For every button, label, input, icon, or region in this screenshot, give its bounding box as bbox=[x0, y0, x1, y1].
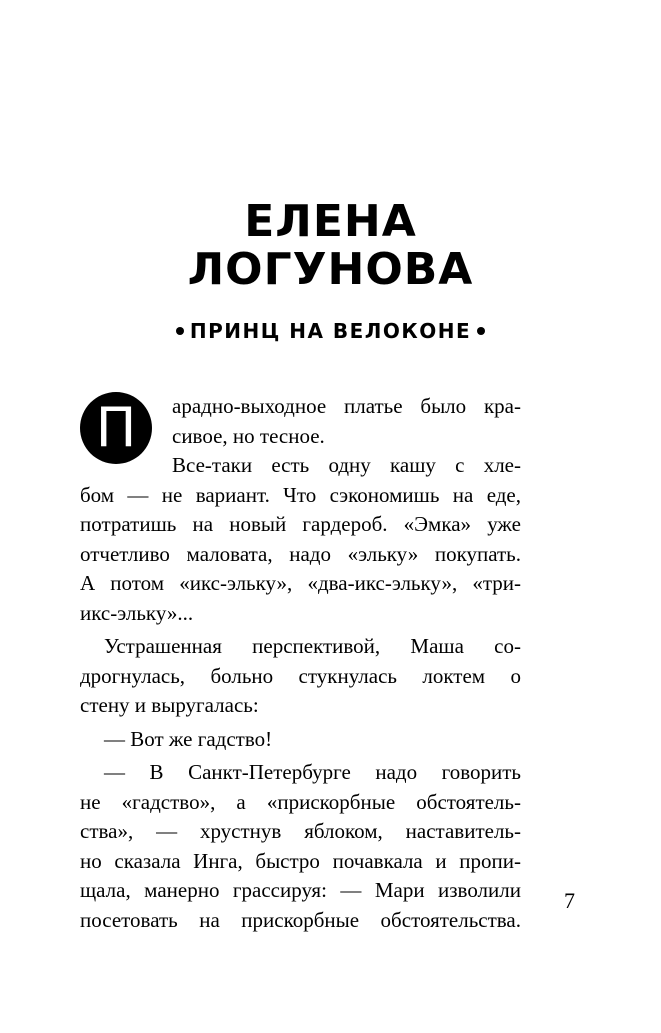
text-line: дрогнулась, больно стукнулась локтем о bbox=[80, 663, 521, 688]
author-last-name: ЛОГУНОВА bbox=[187, 244, 474, 295]
text-line: но сказала Инга, быстро почавкала и пропи- bbox=[80, 848, 521, 873]
text-line: не «гадство», а «прискорбные обстоятель- bbox=[80, 789, 521, 814]
bullet-dot-icon bbox=[176, 327, 184, 335]
text-line: А потом «икс-эльку», «два-икс-эльку», «три- bbox=[80, 571, 521, 595]
text-line: щала, манерно грассируя: — Мари изволили bbox=[80, 878, 521, 902]
text-line: посетовать на прискорбные обстоятельства. bbox=[80, 907, 521, 932]
text-line: потратишь на новый гардероб. «Эмка» уже bbox=[80, 512, 521, 536]
drop-cap-circle: П bbox=[80, 392, 152, 464]
text-line: Устрашенная перспективой, Маша со- bbox=[104, 634, 521, 658]
text-line: — Вот же гадство! bbox=[104, 726, 273, 751]
text-line: стену и выругалась: bbox=[80, 693, 259, 717]
text-line: — В Санкт-Петербурге надо говорить bbox=[104, 760, 521, 784]
text-line: отчетливо маловата, надо «эльку» покупать. bbox=[80, 541, 521, 566]
text-line: арадно-выходное платье было кра- bbox=[172, 394, 521, 418]
text-line: ства», — хрустнув яблоком, наставитель- bbox=[80, 819, 521, 843]
book-title-line bbox=[0, 318, 661, 344]
chapter-body-text bbox=[80, 392, 521, 935]
bullet-dot-icon bbox=[477, 327, 485, 335]
page-number: 7 bbox=[564, 888, 575, 913]
text-line: бом — не вариант. Что сэкономишь на еде, bbox=[80, 482, 521, 507]
author-first-name: ЕЛЕНА bbox=[244, 196, 417, 247]
book-title: ПРИНЦ НА ВЕЛОКОНЕ bbox=[189, 319, 472, 343]
text-line: сивое, но тесное. bbox=[172, 423, 325, 448]
text-line: Все-таки есть одну кашу с хле- bbox=[172, 453, 521, 477]
text-line: икс-эльку»... bbox=[80, 600, 194, 625]
